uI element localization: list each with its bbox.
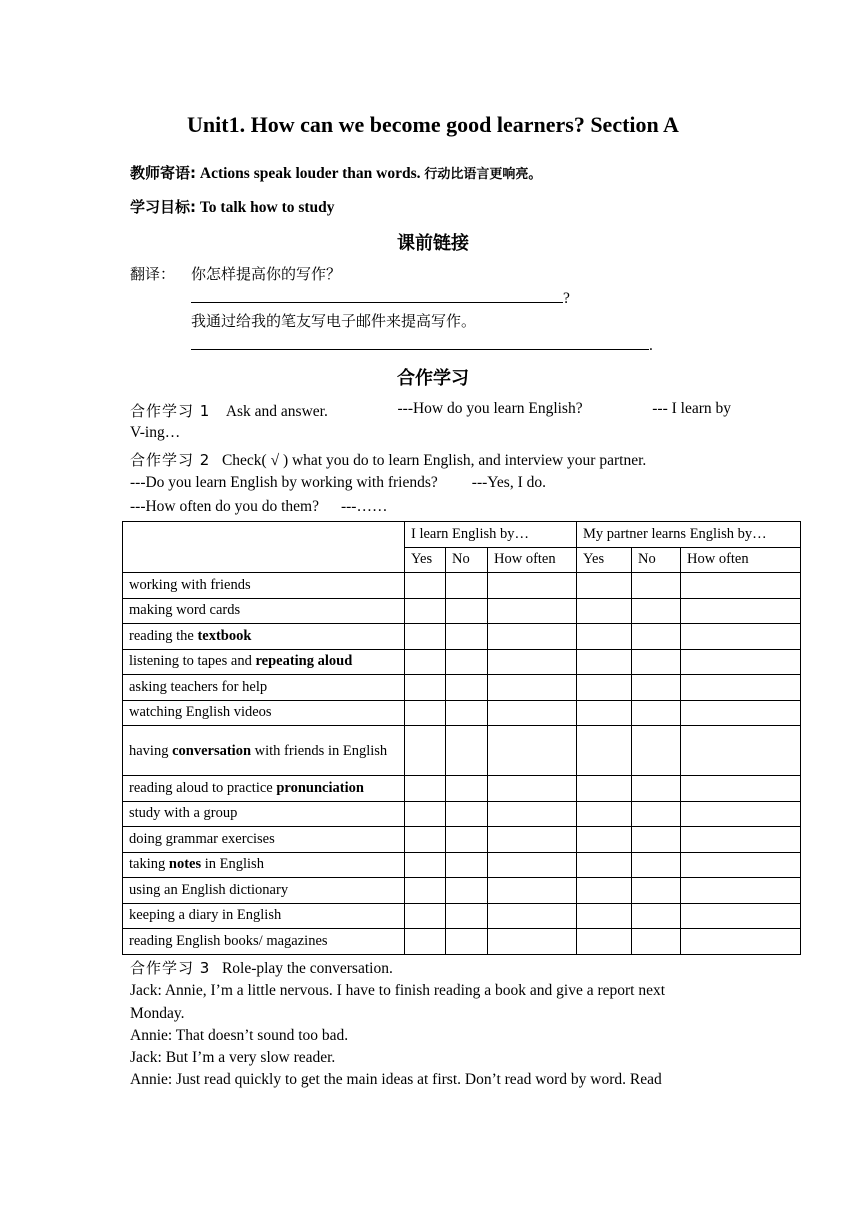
answer-blank-1[interactable] — [191, 288, 563, 303]
activity-cell — [123, 649, 405, 675]
answer-cell[interactable] — [632, 649, 681, 675]
activity-text: having — [129, 742, 173, 759]
answer-cell[interactable] — [681, 624, 801, 650]
table-row — [123, 624, 801, 650]
table-row — [123, 649, 801, 675]
answer-cell[interactable] — [577, 929, 632, 955]
activity-text: listening to tapes and — [129, 653, 256, 670]
header-partner: My partner learns English by… — [577, 522, 801, 548]
answer-cell[interactable] — [681, 903, 801, 929]
answer-cell[interactable] — [632, 903, 681, 929]
answer-cell[interactable] — [488, 903, 577, 929]
activity-text: reading English books/ magazines — [129, 932, 328, 949]
activity-text: asking teachers for help — [129, 678, 268, 695]
dialog2-question: ---How often do you do them? — [130, 498, 319, 515]
answer-cell[interactable] — [632, 700, 681, 726]
activity-text-end: with friends in English — [251, 742, 388, 759]
translation-q1: 你怎样提高你的写作？ — [191, 265, 342, 283]
table-row — [123, 776, 801, 802]
activity-cell — [123, 827, 405, 853]
activity-text: working with friends — [129, 576, 251, 593]
dialog1-answer: ---Yes, I do. — [471, 474, 546, 491]
answer-cell[interactable] — [446, 726, 488, 776]
table-row — [123, 827, 801, 853]
answer-cell[interactable] — [681, 929, 801, 955]
answer-cell[interactable] — [405, 726, 446, 776]
answer-cell[interactable] — [405, 878, 446, 904]
answer-cell[interactable] — [446, 598, 488, 624]
answer-line-2 — [191, 335, 653, 355]
answer-cell[interactable] — [488, 624, 577, 650]
conversation-line: Annie: Just read quickly to get the main ideas at first. Don’t read word by word. Read — [130, 1071, 662, 1088]
dialog1-line — [130, 474, 546, 492]
activity-text: using an English dictionary — [129, 881, 289, 898]
activity-text-end: in English — [201, 856, 264, 873]
answer-cell[interactable] — [446, 827, 488, 853]
answer-cell[interactable] — [405, 801, 446, 827]
activity-keyword: repeating aloud — [255, 653, 353, 670]
answer-blank-2[interactable] — [191, 335, 649, 350]
dialog2-answer: ---…… — [340, 498, 388, 515]
activity-cell — [123, 801, 405, 827]
answer-cell[interactable] — [488, 649, 577, 675]
activity-text: doing grammar exercises — [129, 830, 275, 847]
answer-cell[interactable] — [577, 675, 632, 701]
activity-cell — [123, 903, 405, 929]
answer-cell[interactable] — [681, 573, 801, 599]
activity-text: keeping a diary in English — [129, 907, 282, 924]
activity-text: study with a group — [129, 805, 238, 822]
col-self-how-often: How often — [488, 547, 577, 573]
answer-cell[interactable] — [681, 726, 801, 776]
conversation-line: Annie: That doesn’t sound too bad. — [130, 1027, 349, 1044]
activity-cell — [123, 776, 405, 802]
pre-class-heading: 课前链接 — [397, 233, 469, 254]
activity-text: making word cards — [129, 602, 241, 619]
teacher-words — [130, 162, 541, 183]
answer-line-1-end: ? — [563, 290, 570, 307]
learning-objective — [130, 196, 335, 217]
answer-cell[interactable] — [577, 903, 632, 929]
activity-cell — [123, 675, 405, 701]
task1-text: Ask and answer. — [225, 403, 328, 420]
activity-cell — [123, 624, 405, 650]
answer-cell[interactable] — [488, 675, 577, 701]
answer-cell[interactable] — [577, 726, 632, 776]
answer-cell[interactable] — [446, 649, 488, 675]
answer-cell[interactable] — [446, 801, 488, 827]
table-row — [123, 598, 801, 624]
table-row — [123, 726, 801, 776]
teacher-words-english: Actions speak louder than words. — [199, 165, 421, 182]
answer-cell[interactable] — [405, 573, 446, 599]
conversation-line: Jack: But I’m a very slow reader. — [130, 1049, 336, 1066]
answer-cell[interactable] — [446, 903, 488, 929]
activity-cell — [123, 573, 405, 599]
activity-keyword: textbook — [197, 627, 252, 644]
objective-text: To talk how to study — [199, 199, 335, 216]
answer-cell[interactable] — [488, 801, 577, 827]
answer-cell[interactable] — [405, 776, 446, 802]
page-title: Unit1. How can we become good learners? Section A — [187, 112, 679, 137]
col-partner-yes: Yes — [577, 547, 632, 573]
answer-cell[interactable] — [405, 852, 446, 878]
answer-cell[interactable] — [632, 598, 681, 624]
answer-cell[interactable] — [488, 852, 577, 878]
table-row — [123, 801, 801, 827]
activity-text: taking — [129, 856, 169, 873]
answer-line-1 — [191, 288, 570, 308]
header-self: I learn English by… — [405, 522, 577, 548]
answer-cell[interactable] — [488, 776, 577, 802]
answer-cell[interactable] — [632, 929, 681, 955]
answer-cell[interactable] — [577, 624, 632, 650]
table-body — [123, 573, 801, 955]
answer-cell[interactable] — [632, 852, 681, 878]
answer-cell[interactable] — [681, 598, 801, 624]
task2-label: 合作学习 2 — [130, 451, 211, 469]
answer-cell[interactable] — [446, 852, 488, 878]
table-corner-cell — [123, 522, 405, 573]
answer-cell[interactable] — [632, 624, 681, 650]
answer-cell[interactable] — [681, 675, 801, 701]
answer-cell[interactable] — [446, 878, 488, 904]
answer-cell[interactable] — [577, 827, 632, 853]
task1-line — [130, 400, 731, 421]
activity-cell — [123, 700, 405, 726]
answer-cell[interactable] — [488, 573, 577, 599]
table-row — [123, 929, 801, 955]
dialog2-line — [130, 498, 387, 516]
answer-cell[interactable] — [488, 726, 577, 776]
task3-text: Role-play the conversation. — [221, 960, 393, 977]
answer-cell[interactable] — [577, 700, 632, 726]
answer-cell[interactable] — [681, 776, 801, 802]
answer-cell[interactable] — [446, 624, 488, 650]
answer-cell[interactable] — [632, 776, 681, 802]
answer-cell[interactable] — [446, 776, 488, 802]
teacher-words-label: 教师寄语: — [130, 164, 196, 182]
answer-cell[interactable] — [405, 675, 446, 701]
col-partner-how-often: How often — [681, 547, 801, 573]
activity-keyword: notes — [168, 856, 202, 873]
answer-cell[interactable] — [577, 878, 632, 904]
table-row — [123, 700, 801, 726]
answer-cell[interactable] — [446, 675, 488, 701]
task1-question: ---How do you learn English? — [397, 400, 583, 417]
answer-cell[interactable] — [681, 852, 801, 878]
task2-text: Check( √ ) what you do to learn English, and interview your partner. — [221, 452, 647, 469]
table-row — [123, 675, 801, 701]
answer-cell[interactable] — [488, 598, 577, 624]
answer-cell[interactable] — [405, 903, 446, 929]
conversation-line: Jack: Annie, I’m a little nervous. I have to finish reading a book and give a report next — [130, 982, 666, 999]
table-row — [123, 573, 801, 599]
answer-cell[interactable] — [405, 624, 446, 650]
task1-continuation: V-ing… — [130, 424, 181, 441]
task3-line — [130, 957, 393, 978]
answer-cell[interactable] — [488, 929, 577, 955]
answer-cell[interactable] — [405, 827, 446, 853]
task1-answer: --- I learn by — [652, 400, 731, 417]
answer-cell[interactable] — [446, 929, 488, 955]
activity-cell — [123, 878, 405, 904]
answer-cell[interactable] — [681, 827, 801, 853]
answer-cell[interactable] — [577, 598, 632, 624]
activity-text: reading the — [129, 627, 198, 644]
dialog1-question: ---Do you learn English by working with friends? — [130, 474, 438, 491]
activity-keyword: pronunciation — [276, 779, 364, 796]
answer-cell[interactable] — [681, 700, 801, 726]
answer-cell[interactable] — [405, 929, 446, 955]
conversation-line: Monday. — [130, 1005, 185, 1022]
answer-cell[interactable] — [632, 878, 681, 904]
translation-q2: 我通过给我的笔友写电子邮件来提高写作。 — [191, 312, 477, 330]
table-row — [123, 903, 801, 929]
answer-cell[interactable] — [681, 878, 801, 904]
answer-cell[interactable] — [405, 598, 446, 624]
answer-cell[interactable] — [681, 649, 801, 675]
answer-cell[interactable] — [577, 776, 632, 802]
answer-cell[interactable] — [577, 649, 632, 675]
answer-cell[interactable] — [577, 852, 632, 878]
teacher-words-chinese: 行动比语言更响亮。 — [424, 167, 542, 182]
table-row — [123, 852, 801, 878]
objective-label: 学习目标: — [130, 198, 196, 216]
answer-cell[interactable] — [446, 573, 488, 599]
answer-cell[interactable] — [405, 700, 446, 726]
answer-cell[interactable] — [632, 726, 681, 776]
answer-cell[interactable] — [632, 675, 681, 701]
translation-label: 翻译： — [130, 265, 176, 283]
task1-label: 合作学习 1 — [130, 402, 211, 420]
activity-cell — [123, 726, 405, 776]
answer-cell[interactable] — [577, 573, 632, 599]
col-partner-no: No — [632, 547, 681, 573]
activity-cell — [123, 852, 405, 878]
answer-cell[interactable] — [405, 649, 446, 675]
activity-text: watching English videos — [129, 704, 272, 721]
task2-line — [130, 449, 646, 470]
learning-methods-table — [122, 521, 801, 955]
answer-line-2-end: . — [649, 337, 653, 354]
coop-heading: 合作学习 — [397, 368, 469, 389]
answer-cell[interactable] — [681, 801, 801, 827]
answer-cell[interactable] — [446, 700, 488, 726]
col-self-no: No — [446, 547, 488, 573]
activity-keyword: conversation — [172, 742, 252, 759]
activity-cell — [123, 598, 405, 624]
answer-cell[interactable] — [632, 801, 681, 827]
answer-cell[interactable] — [632, 827, 681, 853]
answer-cell[interactable] — [577, 801, 632, 827]
table-row — [123, 878, 801, 904]
task3-label: 合作学习 3 — [130, 959, 211, 977]
answer-cell[interactable] — [488, 827, 577, 853]
answer-cell[interactable] — [632, 573, 681, 599]
activity-cell — [123, 929, 405, 955]
answer-cell[interactable] — [488, 700, 577, 726]
activity-text: reading aloud to practice — [129, 779, 277, 796]
col-self-yes: Yes — [405, 547, 446, 573]
answer-cell[interactable] — [488, 878, 577, 904]
